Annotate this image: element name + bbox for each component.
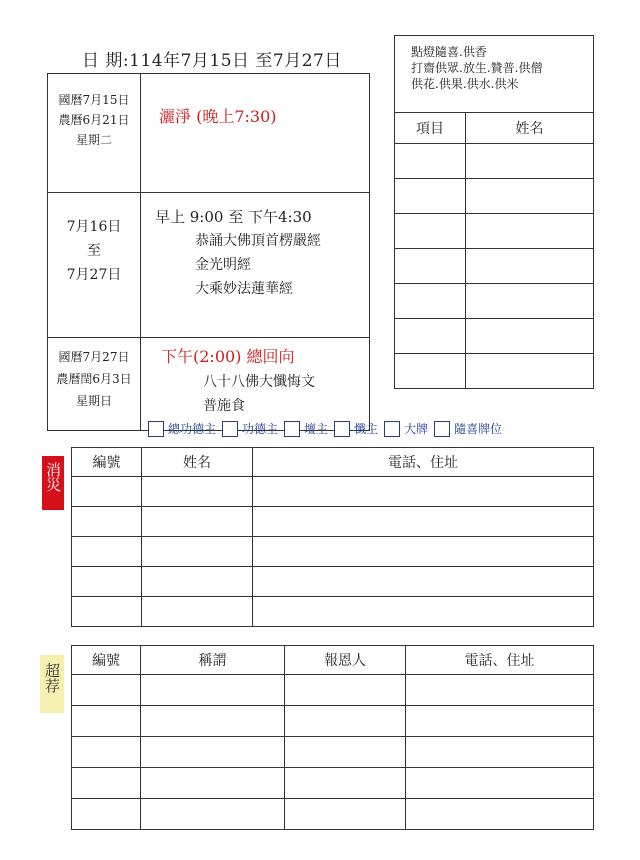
xiaozai-header-row xyxy=(72,448,594,477)
table-row xyxy=(72,537,594,567)
table-row xyxy=(72,799,594,830)
table-row xyxy=(72,737,594,768)
xiaozai-tag-text: 消災 xyxy=(44,462,62,492)
checkbox-label: 壇主 xyxy=(304,422,329,436)
number-cell[interactable] xyxy=(72,507,142,537)
contact-cell[interactable] xyxy=(253,537,594,567)
note-line: 點燈隨喜.供香 xyxy=(411,45,487,59)
sponsor-type-checkboxes xyxy=(148,420,508,437)
item-cell[interactable] xyxy=(395,319,466,354)
schedule-detail-cell xyxy=(141,338,370,431)
number-cell[interactable] xyxy=(72,706,141,737)
checkbox-free-tablet[interactable] xyxy=(434,420,502,437)
name-cell[interactable] xyxy=(466,319,594,354)
checkbox-box[interactable] xyxy=(384,421,400,437)
lamp-note xyxy=(395,36,594,113)
column-header-contact: 電話、住址 xyxy=(406,646,594,675)
item-cell[interactable] xyxy=(395,214,466,249)
item-cell[interactable] xyxy=(395,144,466,179)
schedule-table xyxy=(47,73,370,431)
schedule-row-chanting xyxy=(48,193,370,338)
name-cell[interactable] xyxy=(142,567,253,597)
name-cell[interactable] xyxy=(142,477,253,507)
number-cell[interactable] xyxy=(72,477,142,507)
chaojian-tag-text: 超荐 xyxy=(43,663,61,693)
checkbox-label: 隨喜牌位 xyxy=(454,422,503,436)
schedule-detail-cell xyxy=(141,74,370,193)
solar-date: 國曆7月27日 xyxy=(58,350,130,364)
name-cell[interactable] xyxy=(466,144,594,179)
schedule-date-cell xyxy=(48,193,141,338)
chaojian-header-row xyxy=(72,646,594,675)
table-row xyxy=(395,319,594,354)
schedule-row-closing xyxy=(48,338,370,431)
contact-cell[interactable] xyxy=(406,706,594,737)
column-header-title: 稱謂 xyxy=(141,646,285,675)
table-row xyxy=(72,768,594,799)
name-cell[interactable] xyxy=(466,284,594,319)
column-header-benefactor: 報恩人 xyxy=(285,646,406,675)
column-header-number: 編號 xyxy=(72,448,142,477)
ritual-item: 八十八佛大懺悔文 xyxy=(203,374,315,390)
sprinkling-title: 灑淨 (晚上7:30) xyxy=(159,107,277,126)
item-cell[interactable] xyxy=(395,354,466,389)
number-cell[interactable] xyxy=(72,597,142,627)
lunar-date: 農曆6月21日 xyxy=(58,113,130,127)
benefactor-cell[interactable] xyxy=(285,799,406,830)
note-line: 供花.供果.供水.供米 xyxy=(411,77,519,91)
lamp-offering-table xyxy=(394,35,594,389)
note-line: 打齋供眾.放生.贊普.供僧 xyxy=(411,61,543,75)
number-cell[interactable] xyxy=(72,567,142,597)
chanting-time: 早上 9:00 至 下午4:30 xyxy=(155,208,312,226)
name-cell[interactable] xyxy=(466,214,594,249)
title-cell[interactable] xyxy=(141,799,285,830)
number-cell[interactable] xyxy=(72,737,141,768)
column-header-number: 編號 xyxy=(72,646,141,675)
table-row xyxy=(395,249,594,284)
sutra-item: 恭誦大佛頂首楞嚴經 xyxy=(195,233,321,249)
checkbox-label: 總功德主 xyxy=(168,422,217,436)
checkbox-sponsor[interactable] xyxy=(222,420,278,437)
title-cell[interactable] xyxy=(141,768,285,799)
table-row xyxy=(395,144,594,179)
name-cell[interactable] xyxy=(142,507,253,537)
contact-cell[interactable] xyxy=(406,799,594,830)
table-row xyxy=(72,597,594,627)
sutra-item: 金光明經 xyxy=(195,257,251,273)
xiaozai-table xyxy=(71,447,594,627)
column-header-name: 姓名 xyxy=(142,448,253,477)
item-cell[interactable] xyxy=(395,179,466,214)
chaojian-tag xyxy=(40,655,64,713)
lunar-date: 農曆閏6月3日 xyxy=(56,372,132,386)
checkbox-box[interactable] xyxy=(284,421,300,437)
checkbox-big-tablet[interactable] xyxy=(384,420,428,437)
ritual-item: 普施食 xyxy=(203,398,245,414)
schedule-row-opening xyxy=(48,74,370,193)
contact-cell[interactable] xyxy=(253,567,594,597)
start-date: 7月16日 xyxy=(66,219,122,235)
lamp-header-row xyxy=(395,113,594,144)
weekday: 星期日 xyxy=(75,394,112,408)
table-row xyxy=(72,567,594,597)
contact-cell[interactable] xyxy=(406,737,594,768)
contact-cell[interactable] xyxy=(406,675,594,706)
title-cell[interactable] xyxy=(141,737,285,768)
checkbox-box[interactable] xyxy=(148,421,164,437)
title-cell[interactable] xyxy=(141,675,285,706)
name-cell[interactable] xyxy=(466,354,594,389)
name-cell[interactable] xyxy=(142,597,253,627)
checkbox-altar-sponsor[interactable] xyxy=(284,420,328,437)
checkbox-box[interactable] xyxy=(334,421,350,437)
schedule-date-cell xyxy=(48,74,141,193)
benefactor-cell[interactable] xyxy=(285,768,406,799)
checkbox-repentance-sponsor[interactable] xyxy=(334,420,378,437)
number-cell[interactable] xyxy=(72,537,142,567)
solar-date: 國曆7月15日 xyxy=(58,93,130,107)
table-row xyxy=(72,477,594,507)
contact-cell[interactable] xyxy=(253,597,594,627)
number-cell[interactable] xyxy=(72,768,141,799)
table-row xyxy=(395,179,594,214)
to-label: 至 xyxy=(87,243,101,259)
checkbox-box[interactable] xyxy=(434,421,450,437)
column-header-name: 姓名 xyxy=(466,113,594,144)
chaojian-table xyxy=(71,645,594,830)
checkbox-box[interactable] xyxy=(222,421,238,437)
table-row xyxy=(395,284,594,319)
number-cell[interactable] xyxy=(72,675,141,706)
benefactor-cell[interactable] xyxy=(285,706,406,737)
table-row xyxy=(395,354,594,389)
number-cell[interactable] xyxy=(72,799,141,830)
checkbox-label: 功德主 xyxy=(242,422,279,436)
end-date: 7月27日 xyxy=(66,267,122,283)
table-row xyxy=(72,507,594,537)
column-header-item: 項目 xyxy=(395,113,466,144)
schedule-detail-cell xyxy=(141,193,370,338)
column-header-contact: 電話、住址 xyxy=(253,448,594,477)
contact-cell[interactable] xyxy=(253,507,594,537)
dedication-title: 下午(2:00) 總回向 xyxy=(161,347,295,366)
weekday: 星期二 xyxy=(75,133,112,147)
date-line: 日 期:114年7月15日 至7月27日 xyxy=(82,51,342,71)
name-cell[interactable] xyxy=(142,537,253,567)
checkbox-label: 懺主 xyxy=(354,422,379,436)
table-row xyxy=(395,214,594,249)
sutra-item: 大乘妙法蓮華經 xyxy=(195,281,293,297)
item-cell[interactable] xyxy=(395,249,466,284)
name-cell[interactable] xyxy=(466,249,594,284)
table-row xyxy=(72,675,594,706)
item-cell[interactable] xyxy=(395,284,466,319)
checkbox-label: 大牌 xyxy=(404,422,429,436)
schedule-date-cell xyxy=(48,338,141,431)
contact-cell[interactable] xyxy=(406,768,594,799)
benefactor-cell[interactable] xyxy=(285,675,406,706)
benefactor-cell[interactable] xyxy=(285,737,406,768)
contact-cell[interactable] xyxy=(253,477,594,507)
xiaozai-tag xyxy=(42,456,64,510)
lamp-note-row xyxy=(395,36,594,113)
title-cell[interactable] xyxy=(141,706,285,737)
checkbox-chief-sponsor[interactable] xyxy=(148,420,216,437)
name-cell[interactable] xyxy=(466,179,594,214)
table-row xyxy=(72,706,594,737)
